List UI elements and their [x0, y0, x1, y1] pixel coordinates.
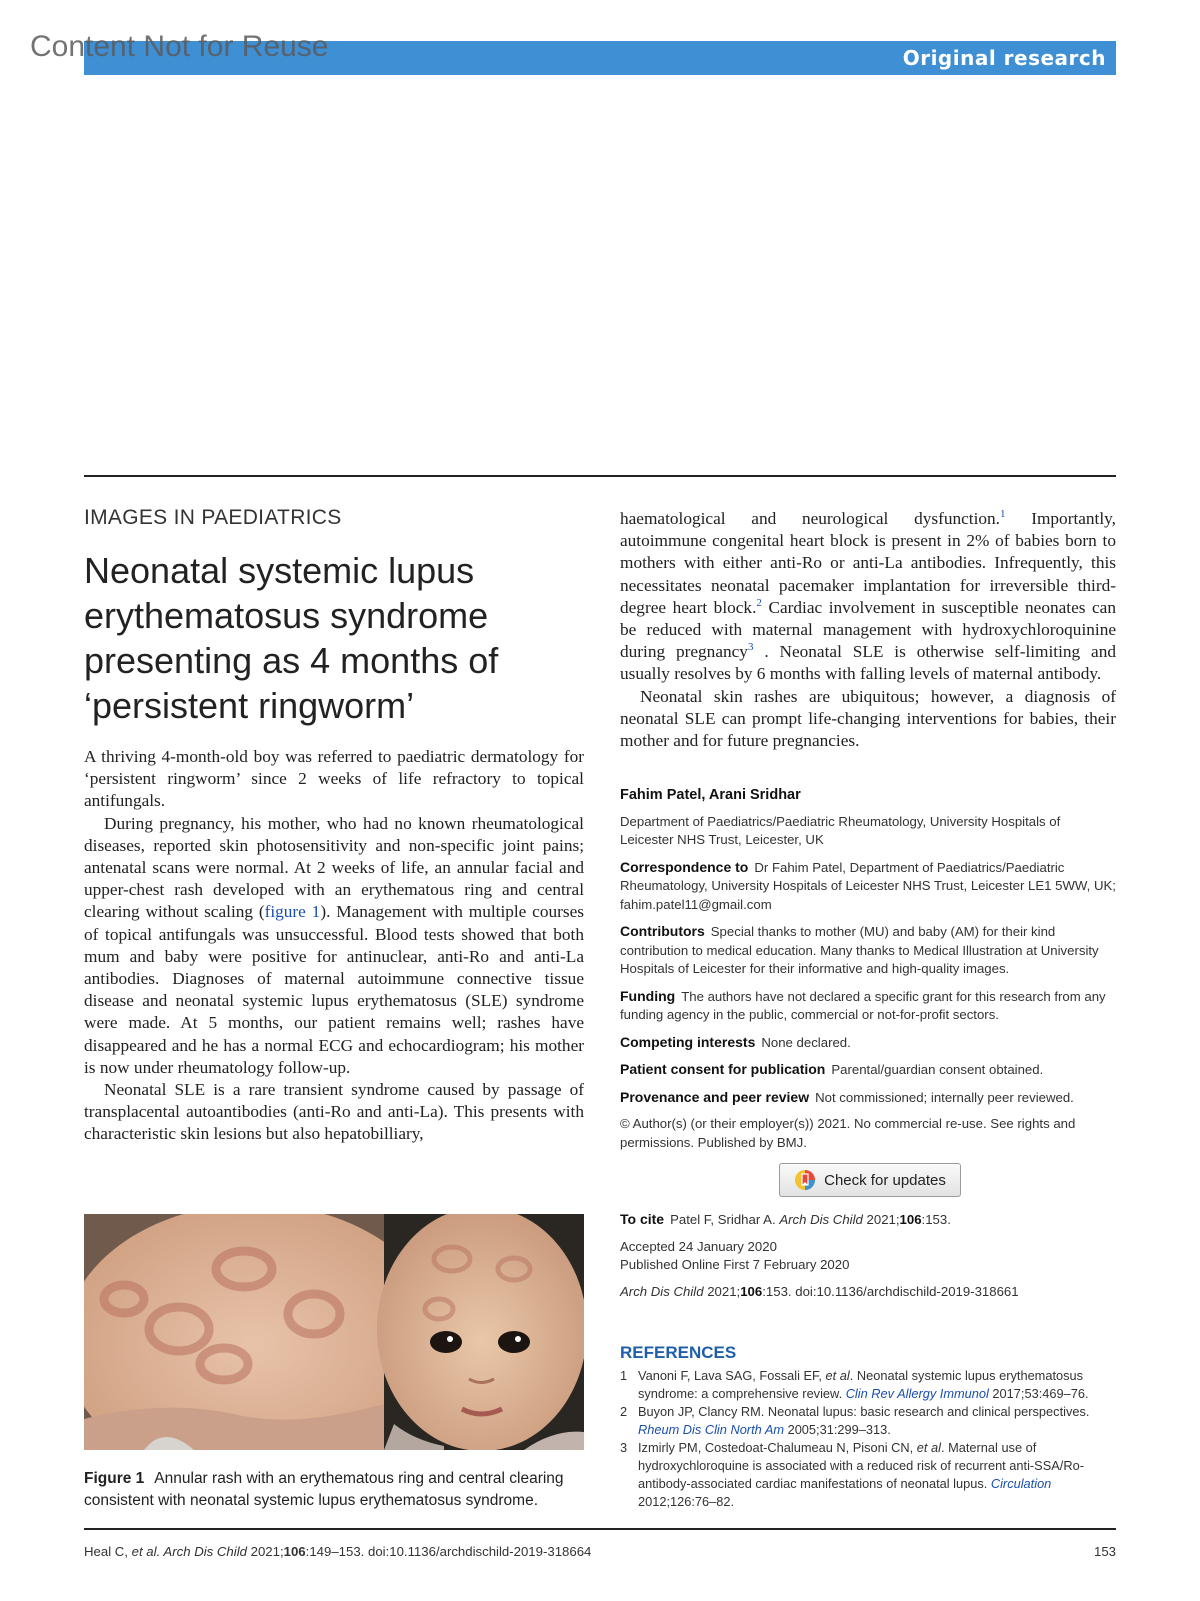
- footer-rule: [84, 1528, 1116, 1530]
- contributors: Contributors Special thanks to mother (MU) and baby (AM) for their kind contribution to medical education. Many thanks to Medical Illustration at University Hospitals of Leicester for their informative and high-quality images.: [620, 923, 1099, 976]
- article-body-right: [620, 508, 1116, 752]
- watermark: Content Not for Reuse: [30, 30, 329, 63]
- accepted-date: Accepted 24 January 2020: [620, 1238, 777, 1254]
- figure-image: [84, 1214, 584, 1450]
- reference-journal-link[interactable]: Clin Rev Allergy Immunol: [845, 1386, 989, 1401]
- copyright: © Author(s) (or their employer(s)) 2021. No commercial re-use. See rights and permissions. Published by BMJ.: [620, 1116, 1076, 1150]
- competing-interests: Competing interests None declared.: [620, 1033, 851, 1050]
- patient-consent: Patient consent for publication Parental/guardian consent obtained.: [620, 1061, 1044, 1077]
- reference-item: 2 Buyon JP, Clancy RM. Neonatal lupus: basic research and clinical perspectives. Rheum Dis Clin North Am 2005;31:299–313.: [620, 1404, 1090, 1437]
- paragraph: During pregnancy, his mother, who had no known rheumatological diseases, reported skin photosensitivity and non-specific joint pains; antenatal scans were normal. At 2 weeks of life, an annular facial and upper-chest rash developed with an erythematous ring and central clearing without scaling (figure 1). Management with multiple courses of topical antifungals was unsuccessful. Blood tests showed that both mum and baby were positive for antinuclear, anti-Ro and anti-La antibodies. Diagnoses of maternal autoimmune connective tissue disease and neonatal systemic lupus erythematosus (SLE) syndrome were made. At 5 months, our patient remains well; rashes have disappeared and he has a normal ECG and echocardiogram; his mother is now under rheumatology follow-up.: [84, 813, 584, 1077]
- check-for-updates-button[interactable]: [779, 1163, 961, 1197]
- to-cite: To cite Patel F, Sridhar A. Arch Dis Child 2021;106:153.: [620, 1211, 951, 1227]
- figure-caption: [84, 1468, 594, 1512]
- article-top-rule: [84, 475, 1116, 477]
- reference-item: 3 Izmirly PM, Costedoat-Chalumeau N, Pisoni CN, et al. Maternal use of hydroxychloroquine is associated with a reduced risk of recurrent anti-SSA/Ro-antibody-associated cardiac manifestations of neonatal lupus. Circulation 2012;126:76–82.: [620, 1440, 1084, 1509]
- figure-link[interactable]: figure 1: [264, 902, 321, 922]
- infant-rash-photographs: [84, 1214, 584, 1450]
- doi-line: Arch Dis Child 2021;106:153. doi:10.1136/archdischild-2019-318661: [620, 1283, 1019, 1299]
- funding: Funding The authors have not declared a specific grant for this research from any funding agency in the public, commercial or not-for-profit sectors.: [620, 987, 1106, 1022]
- crossmark-icon: [794, 1169, 816, 1191]
- paragraph: haematological and neurological dysfunction.$^1$ Importantly, autoimmune congenital heart block is present in 2% of babies born to mothers with either anti-Ro or anti-La antibodies. Infrequently, this necessitates neonatal pacemaker implantation for irreversible third-degree heart block.$^2$ Cardiac involvement in susceptible neonates can be reduced with maternal management with hydroxychloroquinine during pregnancy$^3$ . Neonatal SLE is otherwise self-limiting and usually resolves by 6 months with falling levels of maternal antibody.: [620, 508, 1116, 684]
- reference-marker[interactable]: 2: [756, 597, 762, 610]
- article-metadata: [620, 786, 1116, 1152]
- correspondence: Correspondence to Dr Fahim Patel, Department of Paediatrics/Paediatric Rheumatology, University Hospitals of Leicester NHS Trust, Leicester LE1 5WW, UK; fahim.patel11@gmail.com: [620, 858, 1116, 912]
- provenance: Provenance and peer review Not commissioned; internally peer reviewed.: [620, 1088, 1074, 1105]
- affiliation: Department of Paediatrics/Paediatric Rheumatology, University Hospitals of Leicester NHS Trust, Leicester, UK: [620, 813, 1061, 847]
- article-category: IMAGES IN PAEDIATRICS: [84, 506, 342, 529]
- reference-marker[interactable]: 1: [999, 508, 1006, 521]
- figure-label: Figure 1: [84, 1470, 145, 1487]
- section-tag: Original research: [902, 46, 1106, 70]
- reference-journal-link[interactable]: Circulation: [990, 1476, 1052, 1491]
- authors: Fahim Patel, Arani Sridhar: [620, 787, 801, 803]
- paragraph: Neonatal SLE is a rare transient syndrome caused by passage of transplacental autoantibodies (anti-Ro and anti-La). This presents with characteristic skin lesions but also hepatobilliary,: [84, 1080, 584, 1144]
- paragraph: Neonatal skin rashes are ubiquitous; however, a diagnosis of neonatal SLE can prompt life-changing interventions for babies, their mother and for future pregnancies.: [620, 686, 1116, 751]
- page-number: 153: [1093, 1544, 1116, 1559]
- citation-info: [620, 1210, 1116, 1301]
- references-heading: REFERENCES: [620, 1343, 737, 1362]
- article-body-left: [84, 746, 584, 1146]
- footer-citation: Heal C, et al. Arch Dis Child 2021;106:149–153. doi:10.1136/archdischild-2019-318664: [84, 1544, 592, 1559]
- reference-item: 1 Vanoni F, Lava SAG, Fossali EF, et al. Neonatal systemic lupus erythematosus syndrome: a comprehensive review. Clin Rev Allergy Immunol 2017;53:469–76.: [620, 1368, 1089, 1401]
- article-title: Neonatal systemic lupus erythematosus syndrome presenting as 4 months of ‘persistent ringworm’: [84, 550, 499, 726]
- paragraph: A thriving 4-month-old boy was referred to paediatric dermatology for ‘persistent ringworm’ since 2 weeks of life refractory to topical antifungals.: [84, 747, 584, 811]
- reference-marker[interactable]: 3: [747, 641, 754, 654]
- references-list: [620, 1367, 1120, 1511]
- check-for-updates-label: Check for updates: [824, 1171, 946, 1189]
- published-date: Published Online First 7 February 2020: [620, 1257, 850, 1272]
- reference-journal-link[interactable]: Rheum Dis Clin North Am: [638, 1422, 785, 1437]
- figure-caption-text: Annular rash with an erythematous ring and central clearing consistent with neonatal systemic lupus erythematosus syndrome.: [84, 1470, 564, 1509]
